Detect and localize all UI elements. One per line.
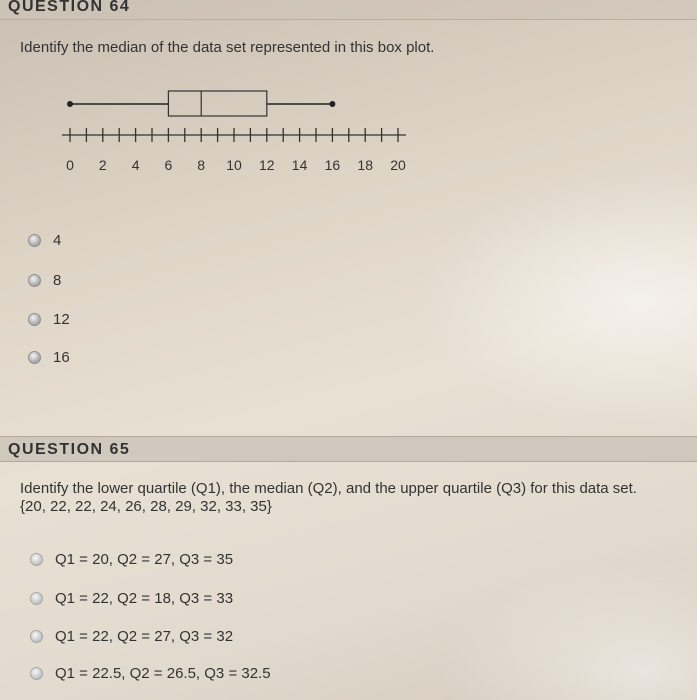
q65-option-d[interactable] [30, 665, 271, 682]
min-point [67, 101, 73, 107]
q65-option-c[interactable] [30, 628, 233, 645]
box-plot [40, 80, 420, 180]
question-65-prompt-line1: Identify the lower quartile (Q1), the median (Q2), and the upper quartile (Q3) for this data set. [20, 480, 637, 497]
radio-button[interactable] [30, 630, 43, 643]
radio-button[interactable] [28, 351, 41, 364]
axis-tick-label: 20 [390, 157, 406, 173]
option-label: 16 [53, 349, 70, 366]
option-label: 8 [53, 272, 62, 289]
radio-button[interactable] [30, 667, 43, 680]
radio-button[interactable] [28, 313, 41, 326]
option-label: 4 [53, 232, 62, 249]
radio-button[interactable] [30, 553, 43, 566]
radio-button[interactable] [30, 592, 43, 605]
axis-tick-label: 18 [357, 157, 373, 173]
axis-tick-label: 0 [66, 157, 74, 173]
q64-option-16[interactable] [28, 349, 70, 366]
screen-glare [417, 170, 697, 430]
option-label: Q1 = 22, Q2 = 27, Q3 = 32 [55, 628, 234, 645]
q65-option-b[interactable] [30, 590, 233, 607]
axis-tick-label: 16 [324, 157, 341, 173]
max-point [329, 101, 335, 107]
radio-button[interactable] [28, 274, 41, 287]
option-label: 12 [53, 311, 70, 328]
question-65-data-set: {20, 22, 22, 24, 26, 28, 29, 32, 33, 35} [20, 498, 272, 515]
axis-tick-label: 12 [259, 157, 275, 173]
question-64-prompt: Identify the median of the data set represented in this box plot. [20, 39, 435, 56]
axis-tick-label: 14 [291, 157, 308, 173]
option-label: Q1 = 20, Q2 = 27, Q3 = 35 [55, 551, 234, 568]
question-64-header: QUESTION 64 [0, 0, 697, 20]
q64-option-4[interactable] [28, 232, 61, 249]
q64-option-12[interactable] [28, 311, 70, 328]
radio-button[interactable] [28, 234, 41, 247]
iqr-box [168, 91, 266, 116]
option-label: Q1 = 22, Q2 = 18, Q3 = 33 [55, 590, 234, 607]
axis-tick-label: 6 [164, 157, 173, 173]
axis-tick-label: 10 [226, 157, 242, 173]
axis-tick-label: 4 [131, 157, 140, 173]
question-65-header: QUESTION 65 [0, 436, 697, 462]
question-65-prompt [20, 480, 696, 516]
q65-option-a[interactable] [30, 551, 233, 568]
screen-glare-lower [437, 560, 697, 700]
axis-tick-label: 8 [197, 157, 206, 173]
axis-tick-label: 2 [98, 157, 107, 173]
q64-option-8[interactable] [28, 272, 61, 289]
option-label: Q1 = 22.5, Q2 = 26.5, Q3 = 32.5 [55, 665, 271, 682]
